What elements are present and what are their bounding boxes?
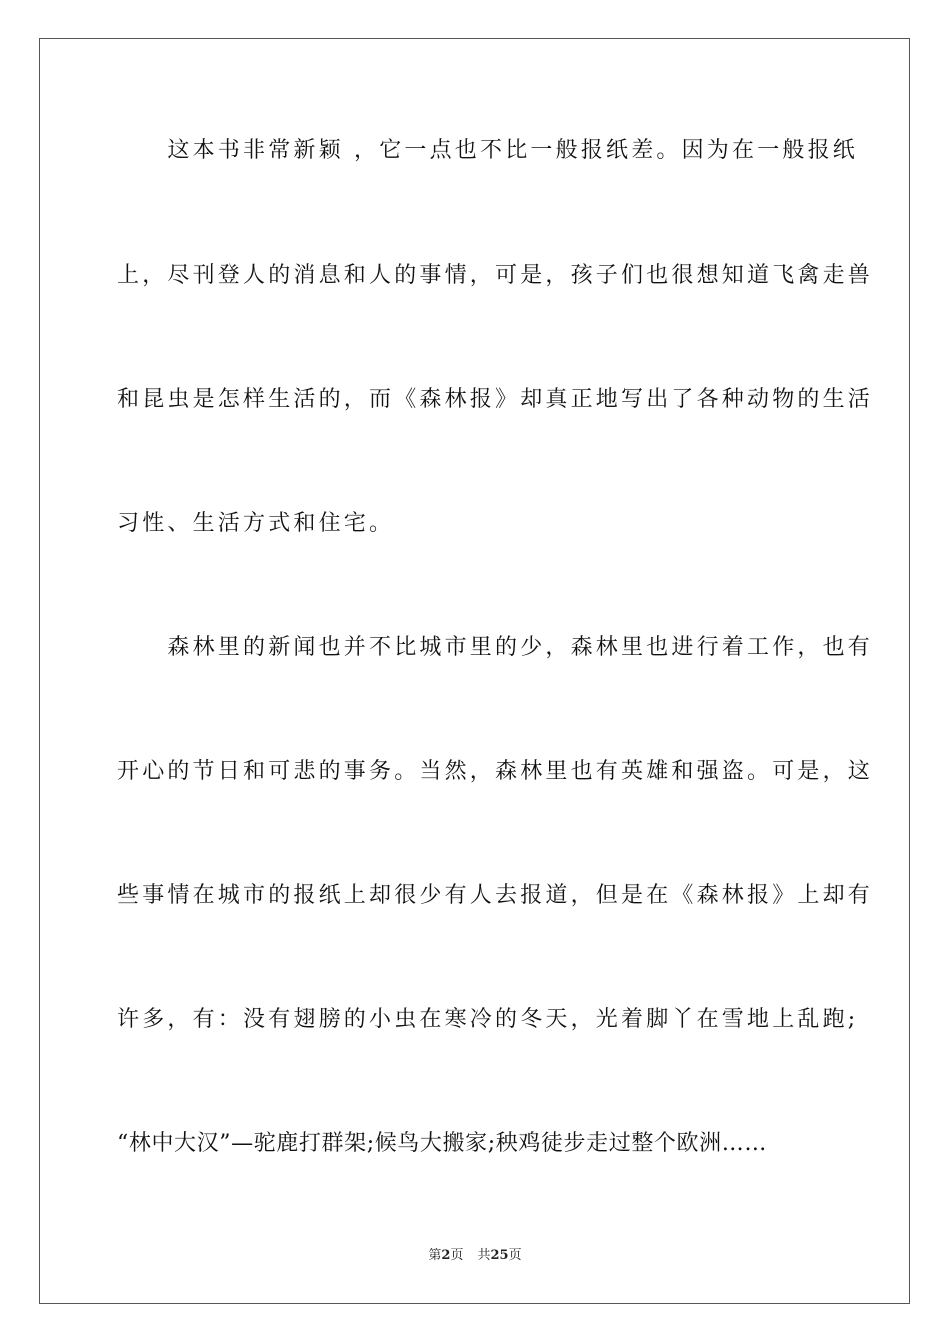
total-prefix: 共 — [477, 1248, 491, 1263]
page-suffix: 页 — [450, 1248, 464, 1263]
paragraph-2-line-1: 森林里的新闻也并不比城市里的少，森林里也进行着工作，也有 — [117, 635, 874, 660]
paragraph-1-line-1: 这本书非常新颖 ，它一点也不比一般报纸差。因为在一般报纸 — [117, 138, 858, 163]
paragraph-1-line-2: 上，尽刊登人的消息和人的事情，可是，孩子们也很想知道飞禽走兽 — [117, 263, 874, 288]
page-number: 2 — [441, 1248, 451, 1263]
paragraph-2-line-2: 开心的节日和可悲的事务。当然，森林里也有英雄和强盗。可是，这 — [117, 759, 874, 784]
page-border — [39, 38, 910, 1304]
page-prefix: 第 — [428, 1248, 442, 1263]
paragraph-1-line-4: 习性、生活方式和住宅。 — [117, 511, 395, 536]
paragraph-2-line-3: 些事情在城市的报纸上却很少有人去报道，但是在《森林报》上却有 — [117, 883, 874, 908]
paragraph-2-line-5: “林中大汉”—驼鹿打群架;候鸟大搬家;秧鸡徒步走过整个欧洲…… — [117, 1131, 767, 1156]
page-footer — [0, 1248, 950, 1264]
total-pages: 25 — [490, 1248, 509, 1263]
total-suffix: 页 — [508, 1248, 522, 1263]
paragraph-1-line-3: 和昆虫是怎样生活的，而《森林报》却真正地写出了各种动物的生活 — [117, 387, 874, 412]
paragraph-2-line-4: 许多，有：没有翅膀的小虫在寒冷的冬天，光着脚丫在雪地上乱跑; — [117, 1007, 859, 1032]
